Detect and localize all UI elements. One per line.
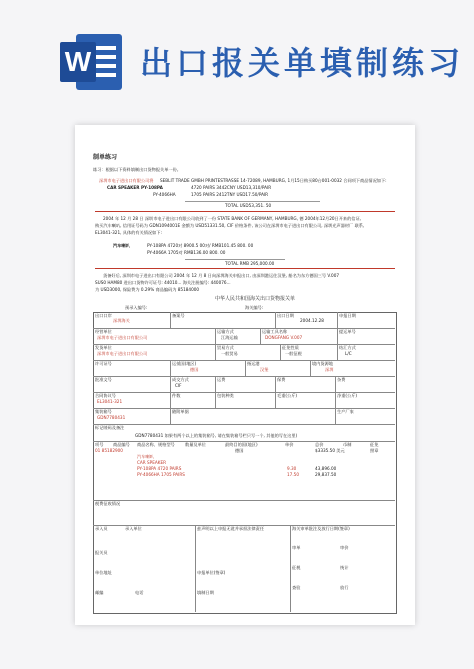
doc-title: 制单练习: [93, 154, 118, 161]
para3-line-b: SUS0 HAM80 进出口货物许可证号: 44010... 海关注册编号: 440076...: [95, 280, 231, 285]
buyer-text: SEBLIT TRADE GMBH PRINTESTRASSE 14-72089, HAMBURG, 1月15日购买80台001-0032 合同项下商品情况如下:: [160, 178, 387, 183]
container-value: GDN7780431: [97, 415, 126, 420]
para3-line-c: 为 USD3000, 保险费为 0.29% 商品编码为 85184000: [95, 287, 200, 292]
release-label: 放行: [340, 585, 349, 590]
para2-line-b: 购买汽车喇叭, 信用证号码为 GDN1094001E 金额为 USD51331.50, CIF 价格条件, 该公司在深圳市电子进出口有限公司, 深圳光声器材厂 联系,: [95, 223, 365, 228]
bill-label: 提运单号: [339, 329, 356, 334]
page-header: [0, 0, 474, 118]
export-date-value: 2004.12.28: [300, 318, 324, 323]
tax-area-label: 税费征收情况: [95, 501, 121, 506]
tax-nature-value: 一般征税: [285, 351, 302, 356]
postcode-label: 邮编: [95, 590, 104, 595]
goods-sum-1: 43,896.00: [315, 466, 337, 471]
intro-text: 练习：根据以下资料填制出口货物报关单一份。: [93, 167, 181, 172]
speaker-label: 汽车喇叭: [113, 243, 130, 248]
col-destination: 最终目的国(地区): [225, 442, 258, 447]
docs-label: 随附单据: [172, 409, 189, 414]
form-title: 中华人民共和国海关出口货物报关单: [215, 296, 296, 302]
packages-label: 件数: [172, 393, 181, 398]
terms-value: CIF: [175, 383, 182, 388]
goods-exemption: 照章: [370, 448, 379, 453]
item-row-2-qty: 1705 PAIRS 2412TNY USD17.50/PAIR: [191, 192, 269, 197]
port-label: 指运港: [247, 361, 260, 366]
goods-destination: 德国: [235, 448, 244, 453]
declaring-unit-label: 申报单位(签章): [197, 570, 226, 575]
goods-code: 01 85182900: [95, 448, 123, 453]
fill-date-label: 填制日期: [197, 590, 214, 595]
review-label: 审价: [340, 545, 349, 550]
gross-label: 毛重(公斤): [277, 393, 298, 398]
unit-address-label: 单位地址: [95, 570, 112, 575]
stats-label: 统计: [340, 565, 349, 570]
page-title: 出口报关单填制练习: [140, 44, 465, 82]
col-currency: 币制: [343, 442, 352, 447]
total-1: TOTAL USD53,351. 50: [225, 203, 272, 208]
port-value: 汉堡: [260, 367, 269, 372]
goods-sum-2: 29,837.50: [315, 472, 337, 477]
col-description: 商品名称、规格型号: [137, 442, 175, 447]
col-exemption: 征免: [370, 442, 379, 447]
tax-nature-label: 征免性质: [282, 345, 299, 350]
goods-name-en: CAR SPEAKER: [137, 460, 167, 465]
item-row-1: CAR SPEAKER PY-108PA: [107, 185, 163, 190]
insurance-label: 保费: [277, 377, 286, 382]
misc-label: 杂费: [337, 377, 346, 382]
audit-label: 审单: [292, 545, 301, 550]
transport-label: 运输方式: [217, 329, 234, 334]
customs-no: 海关编号:: [245, 305, 264, 310]
para3-line-a: 货备好后, 深圳市电子进出口有限公司 2004 年 12 月 8 日向深圳海关申报出口, 由深圳港运往汉堡, 船名为东方德国三号 V.007: [103, 273, 340, 278]
document-page: [75, 125, 415, 625]
phone-label: 电话: [135, 590, 144, 595]
goods-price-2: 17.50: [287, 472, 299, 477]
export-date-label: 出口日期: [277, 313, 294, 318]
export-port-label: 出口口岸: [95, 313, 112, 318]
origin-value: 深圳: [325, 367, 334, 372]
tax-label: 征税: [292, 565, 301, 570]
company-label: 经营单位: [95, 329, 112, 334]
maker-label: 生产厂家: [337, 409, 354, 414]
col-hs-code: 商品编号: [113, 442, 130, 447]
pkg-type-label: 包装种类: [217, 393, 234, 398]
item-row-2: PY-4066HA: [153, 192, 176, 197]
word-icon: W: [60, 32, 124, 92]
declare-date-label: 申报日期: [339, 313, 356, 318]
country-value: 德国: [190, 367, 199, 372]
entry-unit-label: 录入单位: [125, 526, 142, 531]
inspect-label: 查验: [292, 585, 301, 590]
prerecord-no: 预录入编号:: [125, 305, 148, 310]
vessel-label: 运输工具名称: [262, 329, 288, 334]
country-label: 运抵国(地区): [172, 361, 197, 366]
license-label: 许可证号: [95, 361, 112, 366]
speaker-row-2: PY-4066A 1705对 RMB136.00 800. 00: [147, 250, 226, 255]
speaker-row-1: PY-108PA 4720对 8900.5 00对/ RMB101.45 800. 00: [147, 243, 254, 248]
company-value: 深圳市电子进出口有限公司: [97, 335, 148, 340]
origin-label: 境内货源地: [312, 361, 333, 366]
col-unit-price: 单价: [285, 442, 294, 447]
para2-line-a: 2004 年 12 月 28 日 深圳市电子进出口有限公司收到了一份 STATE BANK OF GERMANY, HAMBURG, 德 2004年12月20日开来的信证,: [103, 216, 362, 221]
marks-label: 标记唛码及备注: [95, 425, 125, 430]
goods-total: $3335.50 美元: [315, 448, 345, 453]
transport-value: 江海运输: [221, 335, 238, 340]
goods-price-1: 9.30: [287, 466, 297, 471]
marks-note: GDN7780431 如果有两个以上的集装箱号, 请在集装箱号栏只写一个, 其他的写在这里): [135, 433, 298, 438]
declarer-label: 报关员: [95, 550, 108, 555]
container-label: 集装箱号: [95, 409, 112, 414]
trade-mode-value: 一般贸易: [221, 351, 238, 356]
para2-line-c: EL3041-321, 具体的有关情况如下:: [95, 230, 162, 235]
goods-row-2: PY-4066HA 1705 PAIRS: [137, 472, 185, 477]
freight-label: 运费: [217, 377, 226, 382]
item-row-1-qty: 4720 PAIRS 3442CNY USD13,310/PAIR: [191, 185, 272, 190]
shipper-text: 深圳市电子进出口有限公司将: [99, 178, 154, 183]
goods-row-1: PY-108PA 4720 PAIRS: [137, 466, 182, 471]
customs-notes-label: 海关审单批注及放行日期(签章): [292, 526, 350, 531]
approval-label: 批准文号: [95, 377, 112, 382]
contract-label: 合同协议号: [95, 393, 116, 398]
total-2: TOTAL RMB 295,000.00: [225, 261, 275, 266]
declaration-text: 兹声明以上申报无讹并承担法律责任: [197, 526, 265, 531]
goods-name-cn: 汽车喇叭: [137, 454, 154, 459]
terms-label: 成交方式: [172, 377, 189, 382]
contract-value: EL3041-321: [97, 399, 123, 404]
settlement-value: L/C: [345, 351, 352, 356]
trade-mode-label: 贸易方式: [217, 345, 234, 350]
record-no-label: 备案号: [172, 313, 185, 318]
shipper-value: 深圳市电子进出口有限公司: [97, 351, 148, 356]
net-label: 净重(公斤): [337, 393, 358, 398]
settlement-label: 结汇方式: [339, 345, 356, 350]
vessel-value: DONGFANG V.007: [265, 335, 303, 340]
shipper-label: 发货单位: [95, 345, 112, 350]
col-quantity: 数量及单位: [185, 442, 206, 447]
entry-staff-label: 录入员: [95, 526, 108, 531]
col-item-no: 项号: [95, 442, 104, 447]
export-port-value: 深圳海关: [113, 318, 130, 323]
col-total: 总价: [315, 442, 324, 447]
